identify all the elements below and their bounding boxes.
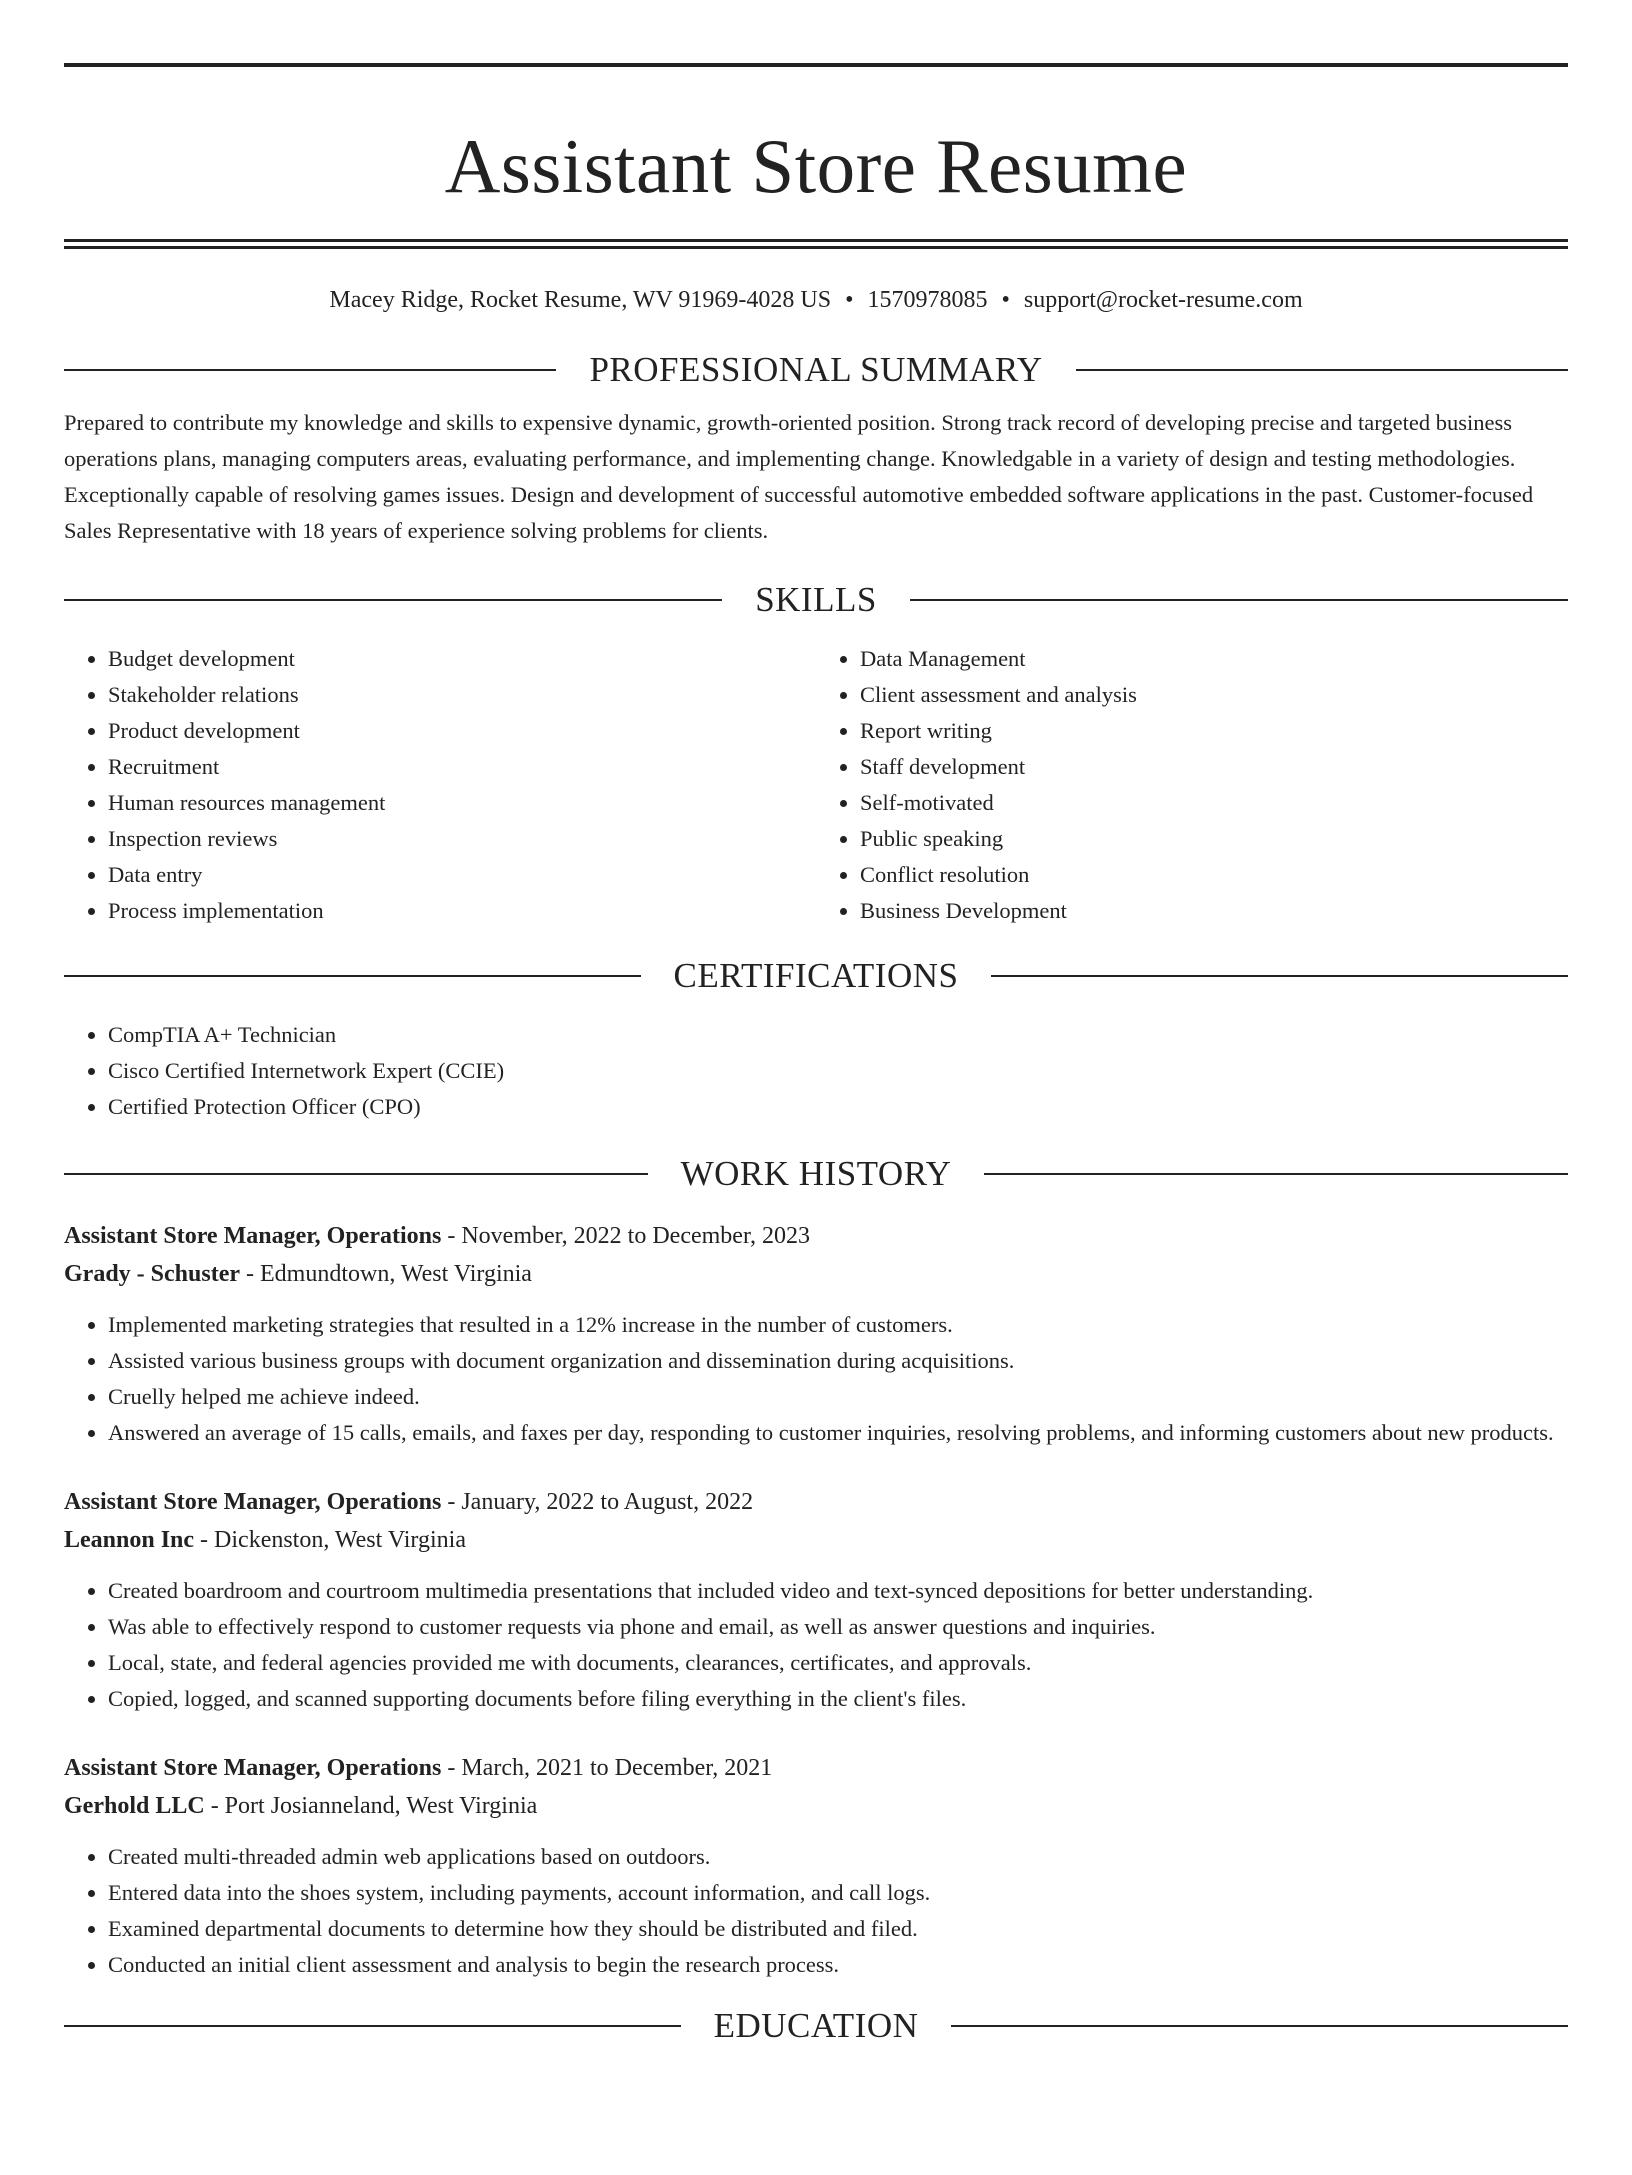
heading-rule [991,975,1568,977]
contact-line [64,285,1568,315]
job-company: Grady - Schuster [64,1261,240,1287]
contact-address: Macey Ridge, Rocket Resume, WV 91969-4028 US [329,287,832,313]
job-entry [64,1483,1568,1717]
section-heading-summary [64,349,1568,391]
job-company: Leannon Inc [64,1527,195,1553]
section-title-education: EDUCATION [713,2006,919,2045]
job-title: Assistant Store Manager, Operations [64,1223,442,1249]
skills-list-right [816,641,1568,929]
contact-separator: • [845,287,854,313]
top-rule [64,63,1568,67]
section-title-summary: PROFESSIONAL SUMMARY [589,350,1043,389]
job-bullets [64,1307,1568,1451]
job-location: - Dickenston, West Virginia [194,1527,466,1553]
heading-rule [64,599,722,601]
section-heading-certifications [64,955,1568,997]
skill-item: • Data entry [108,857,816,893]
skill-item: • Public speaking [860,821,1568,857]
job-bullet: • Implemented marketing strategies that resulted in a 12% increase in the number of customers. [108,1307,1568,1343]
job-dates: - November, 2022 to December, 2023 [441,1223,810,1249]
title-double-rule [64,239,1568,249]
section-heading-education [64,2005,1568,2047]
job-company-line [64,1787,1568,1825]
contact-phone: 1570978085 [867,287,988,313]
job-company-line [64,1255,1568,1293]
certification-item: • Certified Protection Officer (CPO) [108,1089,1568,1125]
job-title: Assistant Store Manager, Operations [64,1489,442,1515]
section-heading-skills [64,579,1568,621]
job-bullet: • Answered an average of 15 calls, emails, and faxes per day, responding to customer inquiries, resolving problems, and informing customers about new products. [108,1415,1568,1451]
skill-item: • Staff development [860,749,1568,785]
heading-rule [64,369,556,371]
job-title: Assistant Store Manager, Operations [64,1755,442,1781]
heading-rule [64,2025,681,2027]
heading-rule [64,1173,648,1175]
contact-separator: • [1001,287,1010,313]
job-bullet: • Created boardroom and courtroom multimedia presentations that included video and text-synced depositions for better understanding. [108,1573,1568,1609]
job-bullet: • Copied, logged, and scanned supporting documents before filing everything in the client's files. [108,1681,1568,1717]
skill-item: • Business Development [860,893,1568,929]
job-entry [64,1217,1568,1451]
heading-rule [1076,369,1568,371]
job-bullet: • Entered data into the shoes system, including payments, account information, and call logs. [108,1875,1568,1911]
job-bullet: • Created multi-threaded admin web applications based on outdoors. [108,1839,1568,1875]
job-location: - Edmundtown, West Virginia [240,1261,532,1287]
skill-item: • Budget development [108,641,816,677]
job-location: - Port Josianneland, West Virginia [204,1793,538,1819]
job-bullet: • Cruelly helped me achieve indeed. [108,1379,1568,1415]
job-bullet: • Conducted an initial client assessment and analysis to begin the research process. [108,1947,1568,1983]
skill-item: • Stakeholder relations [108,677,816,713]
job-entry [64,1749,1568,1983]
job-bullet: • Local, state, and federal agencies provided me with documents, clearances, certificates, and approvals. [108,1645,1568,1681]
skill-item: • Data Management [860,641,1568,677]
section-title-certifications: CERTIFICATIONS [673,956,959,995]
skill-item: • Conflict resolution [860,857,1568,893]
job-dates: - January, 2022 to August, 2022 [441,1489,754,1515]
job-dates: - March, 2021 to December, 2021 [441,1755,773,1781]
heading-rule [910,599,1568,601]
job-title-line [64,1749,1568,1787]
job-bullet: • Was able to effectively respond to customer requests via phone and email, as well as answer questions and inquiries. [108,1609,1568,1645]
job-company-line [64,1521,1568,1559]
certification-item: • Cisco Certified Internetwork Expert (CCIE) [108,1053,1568,1089]
certification-item: • CompTIA A+ Technician [108,1017,1568,1053]
job-bullets [64,1573,1568,1717]
skill-item: • Product development [108,713,816,749]
job-title-line [64,1483,1568,1521]
summary-text: Prepared to contribute my knowledge and skills to expensive dynamic, growth-oriented position. Strong track record of developing precise and targeted business operations plans, managing computers areas, evaluating performance, and implementing change. Knowledgable in a variety of design and testing methodologies. Exceptionally capable of resolving games issues. Design and development of successful automotive embedded software applications in the past. Customer-focused Sales Representative with 18 years of experience solving problems for clients. [64,410,1534,543]
skill-item: • Report writing [860,713,1568,749]
heading-rule [951,2025,1568,2027]
job-title-line [64,1217,1568,1255]
job-bullet: • Examined departmental documents to determine how they should be distributed and filed. [108,1911,1568,1947]
heading-rule [984,1173,1568,1175]
skills-columns [64,641,1568,929]
certifications-list [64,1017,1568,1125]
job-bullet: • Assisted various business groups with document organization and dissemination during acquisitions. [108,1343,1568,1379]
resume-title: Assistant Store Resume [444,123,1188,209]
heading-rule [64,975,641,977]
section-title-skills: SKILLS [755,580,877,619]
resume-page [0,63,1632,2175]
job-company: Gerhold LLC [64,1793,205,1819]
skill-item: • Inspection reviews [108,821,816,857]
skill-item: • Client assessment and analysis [860,677,1568,713]
skill-item: • Human resources management [108,785,816,821]
skills-list-left [64,641,816,929]
job-bullets [64,1839,1568,1983]
skill-item: • Process implementation [108,893,816,929]
section-title-work: WORK HISTORY [680,1154,952,1193]
contact-email: support@rocket-resume.com [1023,287,1303,313]
skill-item: • Self-motivated [860,785,1568,821]
section-heading-work [64,1153,1568,1195]
skill-item: • Recruitment [108,749,816,785]
